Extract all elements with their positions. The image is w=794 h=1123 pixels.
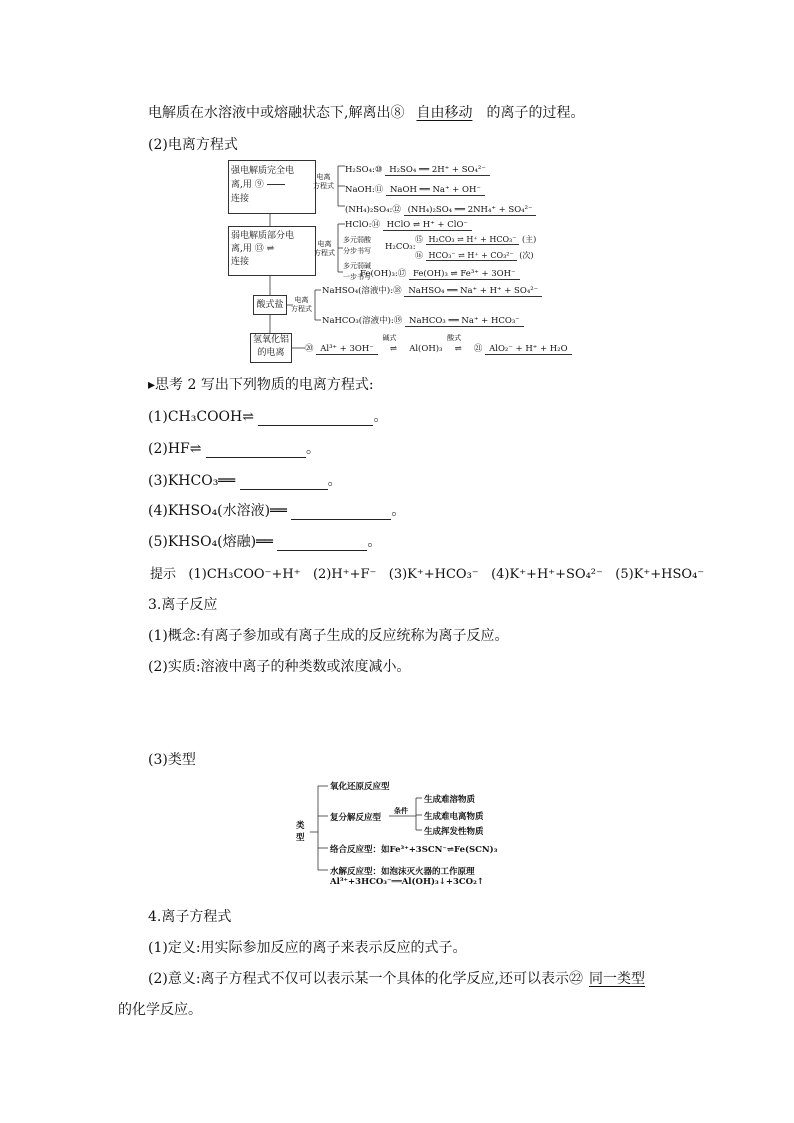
condition-label: 条件: [394, 806, 408, 815]
weak-eq-label: 电离 方程式: [314, 240, 335, 257]
acid-salt-box: 酸式盐: [253, 295, 287, 315]
strong-row-h2so4: H₂SO₄:⑩ H₂SO₄ ══ 2H⁺ + SO₄²⁻: [345, 160, 536, 180]
feoh-row: Fe(OH)₃:⑰ Fe(OH)₃ ⇌ Fe³⁺ + 3OH⁻: [343, 267, 520, 279]
section3-title: 3.离子反应: [148, 597, 218, 613]
types-root: 类 型: [296, 821, 305, 843]
strong-electrolyte-box: [228, 160, 316, 214]
hint-3: (3)K⁺+HCO₃⁻: [388, 567, 479, 582]
strong-line3: 连接: [231, 194, 250, 204]
section3-concept: (1)概念:有离子参加或有离子生成的反应统称为离子反应。: [148, 628, 509, 644]
strong-row-nh4so4: (NH₄)₂SO₄:⑫ (NH₄)₂SO₄ ══ 2NH₄⁺ + SO₄²⁻: [345, 200, 536, 220]
strong-row-naoh: NaOH:⑪ NaOH ══ Na⁺ + OH⁻: [345, 180, 536, 200]
h2co3-label: H₂CO₃:: [385, 242, 416, 252]
think2-item-2: (2)HF⇌ 。: [148, 441, 320, 457]
intro-line: [148, 102, 584, 122]
strong-line1: 强电解质完全电: [231, 166, 295, 176]
weak-line3: 连接: [231, 257, 250, 267]
h2co3-step2: ⑯ HCO₃⁻ ⇌ H⁺ + CO₃²⁻ (次): [415, 251, 534, 260]
weak-line2: 离,用 ⑬ ⇌: [231, 244, 275, 254]
hint-1: (1)CH₃COO⁻+H⁺: [188, 567, 301, 582]
strong-line2: 离,用 ⑨: [231, 178, 313, 192]
section4-definition: (1)定义:用实际参加反应的离子来表示反应的式子。: [148, 940, 467, 956]
weak-line1: 弱电解质部分电: [231, 231, 295, 241]
polyacid-label: 多元弱酸 分步书写: [343, 236, 371, 255]
acid-salt-row-nahco3: NaHCO₃(溶液中):⑲ NaHCO₃ ══ Na⁺ + HCO₃⁻: [322, 314, 524, 326]
weak-hclo-row: HClO:⑭ HClO ⇌ H⁺ + ClO⁻: [345, 218, 472, 230]
condition-weak-electrolyte: 生成难电离物质: [424, 812, 484, 822]
section-ionization-title: (2)电离方程式: [148, 137, 238, 153]
think2-item-5: (5)KHSO₄(熔融)══ 。: [148, 534, 382, 550]
h2co3-step1: ⑮ H₂CO₃ ⇌ H⁺ + HCO₃⁻ (主): [415, 235, 537, 244]
aluminum-box: 氢氧化铝 的电离: [250, 333, 292, 363]
intro-post: 的离子的过程。: [486, 105, 585, 121]
type-redox: 氧化还原反应型: [330, 782, 390, 792]
weak-electrolyte-box: [228, 226, 316, 276]
strong-eq-label: 电离 方程式: [313, 173, 334, 190]
think2-title: ▸思考 2 写出下列物质的电离方程式:: [148, 377, 374, 393]
hint-2: (2)H⁺+F⁻: [312, 567, 377, 582]
section3-essence: (2)实质:溶液中离子的种类数或浓度减小。: [148, 659, 411, 675]
type-complex: 络合反应型：如Fe³⁺+3SCN⁻⇌Fe(SCN)₃: [330, 845, 498, 855]
hint-4: (4)K⁺+H⁺+SO₄²⁻: [491, 567, 603, 582]
intro-answer: 自由移动: [416, 105, 473, 121]
think2-hints: 提示 (1)CH₃COO⁻+H⁺ (2)H⁺+F⁻ (3)K⁺+HCO₃⁻ (4)K⁺+H⁺+SO₄²⁻ (5)K⁺+HSO₄⁻: [150, 567, 705, 582]
section4-meaning-post: 的化学反应。: [118, 1002, 202, 1018]
think2-item-1: (1)CH₃COOH⇌ 。: [148, 409, 388, 425]
hydrolysis-equation: Al³⁺+3HCO₃⁻══Al(OH)₃↓+3CO₂↑: [330, 877, 484, 887]
aluminum-row: ⑳ Al³⁺ + 3OH⁻ 碱式 ⇌ Al(OH)₃ 酸式 ⇌ ㉑ AlO₂⁻ + H⁺ + H₂O: [305, 342, 572, 354]
hint-5: (5)K⁺+HSO₄⁻: [615, 567, 705, 582]
acid-salt-row-nahso4: NaHSO₄(溶液中):⑱ NaHSO₄ ══ Na⁺ + H⁺ + SO₄²⁻: [322, 284, 542, 296]
think2-item-3: (3)KHCO₃══ 。: [148, 473, 342, 489]
type-double-decomposition: 复分解反应型: [330, 813, 382, 823]
condition-volatile: 生成挥发性物质: [424, 827, 484, 837]
condition-insoluble: 生成难溶物质: [424, 795, 476, 805]
section3-types-title: (3)类型: [148, 752, 196, 768]
strong-rows: [345, 160, 536, 220]
think2-item-4: (4)KHSO₄(水溶液)══ 。: [148, 503, 406, 519]
type-hydrolysis: 水解反应型：如泡沫灭火器的工作原理: [330, 867, 475, 877]
polybase-label: 多元弱碱 一步书写: [343, 262, 371, 281]
section4-meaning: (2)意义:离子方程式不仅可以表示某一个具体的化学反应,还可以表示㉒ 同一类型: [148, 968, 655, 988]
reaction-types-diagram: [294, 778, 524, 890]
meaning-answer: 同一类型: [589, 971, 645, 987]
ionization-diagram: [225, 158, 585, 363]
acid-salt-eq-label: 电离 方程式: [291, 296, 312, 313]
intro-pre: 电解质在水溶液中或熔融状态下,解离出⑧: [148, 105, 405, 121]
section4-title: 4.离子方程式: [148, 909, 232, 925]
